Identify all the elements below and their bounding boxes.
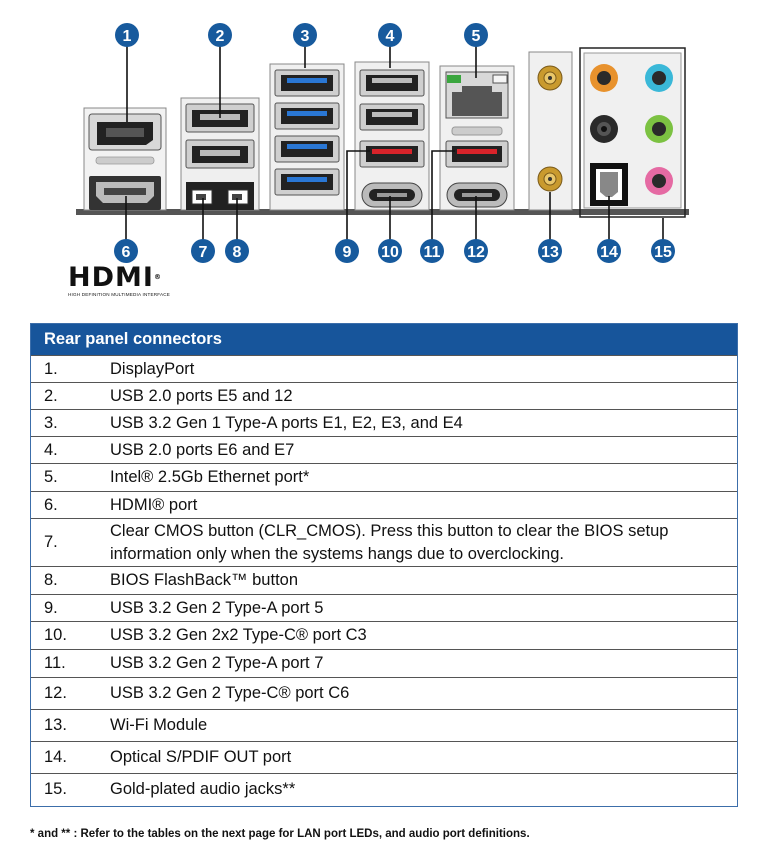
row-description: Optical S/PDIF OUT port xyxy=(98,742,737,774)
usb-stack-4-9-10 xyxy=(355,62,429,210)
displayport-hdmi-housing xyxy=(84,108,166,210)
callout-15 xyxy=(651,239,675,263)
row-number: 8. xyxy=(31,567,98,595)
row-description: Intel® 2.5Gb Ethernet port* xyxy=(98,464,737,492)
row-description: USB 3.2 Gen 2 Type-A port 7 xyxy=(98,650,737,678)
callout-7 xyxy=(191,239,215,263)
row-number: 1. xyxy=(31,356,98,383)
svg-text:11: 11 xyxy=(423,244,441,261)
table-row xyxy=(31,678,737,710)
svg-text:9: 9 xyxy=(342,244,352,261)
svg-text:7: 7 xyxy=(198,244,208,261)
table-row xyxy=(31,622,737,650)
row-number: 13. xyxy=(31,710,98,742)
hdmi-logo-wordmark: HDMI xyxy=(68,262,154,293)
row-number: 2. xyxy=(31,383,98,410)
table-row xyxy=(31,492,737,519)
svg-text:3: 3 xyxy=(300,28,310,45)
callout-12 xyxy=(464,239,488,263)
table-row xyxy=(31,519,737,567)
table-row xyxy=(31,410,737,437)
callout-6 xyxy=(114,239,138,263)
row-description: DisplayPort xyxy=(98,356,737,383)
row-description: HDMI® port xyxy=(98,492,737,519)
row-description: BIOS FlashBack™ button xyxy=(98,567,737,595)
row-description: Clear CMOS button (CLR_CMOS). Press this button to clear the BIOS setup information only when the systems hangs due to overclocking. xyxy=(98,519,737,567)
callout-13 xyxy=(538,239,562,263)
usb3-gen1-stack xyxy=(270,64,344,210)
callout-8 xyxy=(225,239,249,263)
lan-stack xyxy=(440,66,514,210)
svg-text:15: 15 xyxy=(654,244,672,261)
row-number: 5. xyxy=(31,464,98,492)
callout-5 xyxy=(464,23,488,47)
row-description: USB 3.2 Gen 1 Type-A ports E1, E2, E3, and E4 xyxy=(98,410,737,437)
callout-1 xyxy=(115,23,139,47)
svg-text:12: 12 xyxy=(467,244,485,261)
table-row xyxy=(31,710,737,742)
row-number: 15. xyxy=(31,774,98,806)
svg-text:10: 10 xyxy=(381,244,399,261)
table-row xyxy=(31,356,737,383)
svg-text:14: 14 xyxy=(600,244,618,261)
row-number: 11. xyxy=(31,650,98,678)
svg-text:2: 2 xyxy=(215,28,225,45)
row-number: 3. xyxy=(31,410,98,437)
svg-text:5: 5 xyxy=(471,28,481,45)
table-row xyxy=(31,742,737,774)
footnote: * and ** : Refer to the tables on the next page for LAN port LEDs, and audio port definitions. xyxy=(30,828,530,840)
row-description: USB 3.2 Gen 2x2 Type-C® port C3 xyxy=(98,622,737,650)
row-number: 6. xyxy=(31,492,98,519)
svg-text:4: 4 xyxy=(385,28,395,45)
row-number: 9. xyxy=(31,595,98,622)
row-number: 10. xyxy=(31,622,98,650)
row-description: Wi-Fi Module xyxy=(98,710,737,742)
row-number: 4. xyxy=(31,437,98,464)
hdmi-logo-tagline: HIGH DEFINITION MULTIMEDIA INTERFACE xyxy=(68,292,171,297)
callout-4 xyxy=(378,23,402,47)
row-description: Gold-plated audio jacks** xyxy=(98,774,737,806)
callout-3 xyxy=(293,23,317,47)
callout-11 xyxy=(420,239,444,263)
row-description: USB 2.0 ports E5 and 12 xyxy=(98,383,737,410)
table-row xyxy=(31,383,737,410)
row-description: USB 3.2 Gen 2 Type-C® port C6 xyxy=(98,678,737,710)
callout-2 xyxy=(208,23,232,47)
row-number: 14. xyxy=(31,742,98,774)
row-number: 7. xyxy=(31,519,98,567)
hdmi-logo xyxy=(68,264,198,304)
svg-text:8: 8 xyxy=(232,244,242,261)
table-row xyxy=(31,464,737,492)
table-row xyxy=(31,650,737,678)
callout-10 xyxy=(378,239,402,263)
row-description: USB 2.0 ports E6 and E7 xyxy=(98,437,737,464)
svg-text:13: 13 xyxy=(541,244,559,261)
callout-9 xyxy=(335,239,359,263)
hdmi-logo-trademark: ® xyxy=(153,273,162,281)
table-row xyxy=(31,774,737,806)
table-row xyxy=(31,595,737,622)
connectors-list xyxy=(31,355,737,806)
rear-panel-connectors-table xyxy=(30,323,738,807)
svg-text:6: 6 xyxy=(121,244,131,261)
table-header: Rear panel connectors xyxy=(31,324,737,355)
callout-14 xyxy=(597,239,621,263)
svg-text:1: 1 xyxy=(122,28,132,45)
table-row xyxy=(31,437,737,464)
wifi-module xyxy=(529,52,572,210)
row-description: USB 3.2 Gen 2 Type-A port 5 xyxy=(98,595,737,622)
table-row xyxy=(31,567,737,595)
audio-module xyxy=(580,48,685,217)
row-number: 12. xyxy=(31,678,98,710)
